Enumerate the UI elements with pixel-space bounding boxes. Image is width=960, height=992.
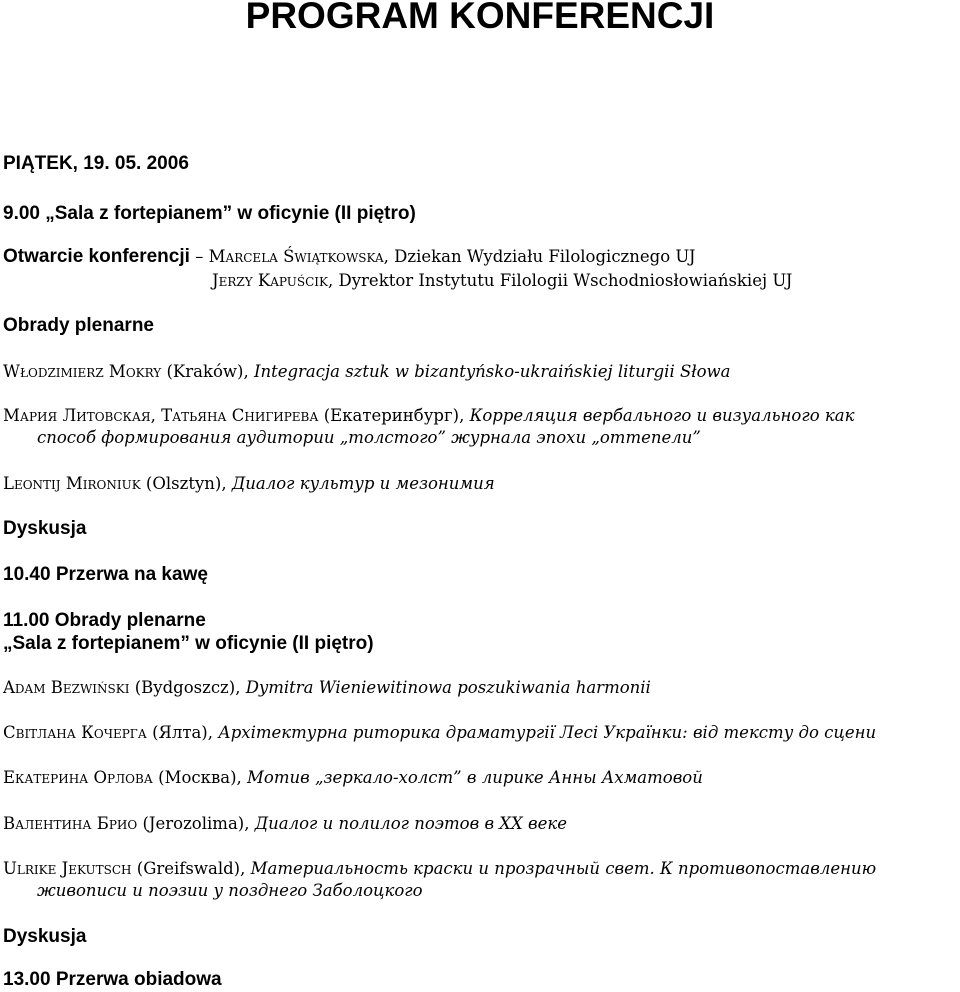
talk-entry	[3, 473, 495, 495]
speaker-role: , Dyrektor Instytutu Filologii Wschodniosłowiańskiej UJ	[328, 271, 793, 290]
talk-speaker: Ulrike Jekutsch	[3, 859, 132, 878]
talk-title: Корреляция вербального и визуального как	[469, 406, 855, 425]
speaker-name: Jerzy Kapuścik	[212, 271, 328, 290]
talk-entry	[3, 405, 958, 449]
talk-entry	[3, 858, 958, 902]
page-title: PROGRAM KONFERENCJI	[245, 0, 715, 36]
talk-speaker: Світлана Кочерга	[3, 723, 147, 742]
coffee-break-heading: 10.40 Przerwa na kawę	[3, 564, 208, 585]
talk-place: (Olsztyn),	[140, 474, 232, 493]
talk-title: Архітектурна риторика драматургії Лесі Українки: від тексту до сцени	[218, 723, 877, 742]
talk-entry	[3, 361, 731, 383]
talk-title: Диалог и полилог поэтов в XX веке	[254, 814, 568, 833]
talk-place: (Greifswald),	[131, 859, 251, 878]
talk-title: Dymitra Wieniewitinowa poszukiwania harmonii	[245, 678, 651, 697]
opening-line-2	[212, 270, 792, 292]
talk-entry	[3, 813, 567, 835]
speaker-role: , Dziekan Wydziału Filologicznego UJ	[383, 247, 696, 266]
speaker-name: Marcela Świątkowska	[208, 247, 384, 266]
talk-place: (Kraków),	[161, 362, 254, 381]
session2-place: „Sala z fortepianem” w oficynie (II piętro)	[3, 633, 374, 654]
talk-place: (Ялта),	[146, 723, 219, 742]
talk-title: Integracja sztuk w bizantyńsko-ukraińskiej liturgii Słowa	[253, 362, 731, 381]
talk-speaker: Валентина Брио	[3, 814, 138, 833]
opening-label: Otwarcie konferencji	[3, 246, 190, 267]
lunch-break-heading: 13.00 Przerwa obiadowa	[3, 969, 222, 990]
opening-dash: –	[189, 247, 209, 266]
talk-entry	[3, 767, 703, 789]
talk-title: Материальность краски и прозрачный свет. К противопоставлению	[250, 859, 877, 878]
talk-title: Мотив „зеркало-холст” в лирике Анны Ахматовой	[247, 768, 703, 787]
session2-time: 11.00 Obrady plenarne	[3, 610, 206, 631]
discussion-heading: Dyskusja	[3, 518, 87, 539]
talk-title: Диалог культур и мезонимия	[231, 474, 495, 493]
talk-title-continued: способ формирования аудитории „толстого” журнала эпохи „оттепели”	[37, 428, 701, 447]
talk-speaker: Adam Bezwiński	[3, 678, 130, 697]
talk-place: (Екатеринбург),	[318, 406, 470, 425]
talk-title-continued: живописи и поэзии у позднего Заболоцкого	[37, 881, 423, 900]
session1-time-place: 9.00 „Sala z fortepianem” w oficynie (II piętro)	[3, 203, 416, 224]
talk-speaker: Мария Литовская, Татьяна Снигирева	[3, 406, 319, 425]
talk-place: (Jerozolima),	[137, 814, 255, 833]
talk-place: (Москва),	[152, 768, 248, 787]
day-heading: PIĄTEK, 19. 05. 2006	[3, 153, 189, 174]
talk-entry	[3, 722, 876, 744]
talk-speaker: Włodzimierz Mokry	[3, 362, 162, 381]
talk-speaker: Екатерина Орлова	[3, 768, 153, 787]
talk-speaker: Leontij Mironiuk	[3, 474, 141, 493]
discussion-heading: Dyskusja	[3, 926, 87, 947]
talk-place: (Bydgoszcz),	[129, 678, 246, 697]
opening-line	[3, 246, 695, 268]
plenary-heading: Obrady plenarne	[3, 315, 154, 336]
talk-entry	[3, 677, 651, 699]
